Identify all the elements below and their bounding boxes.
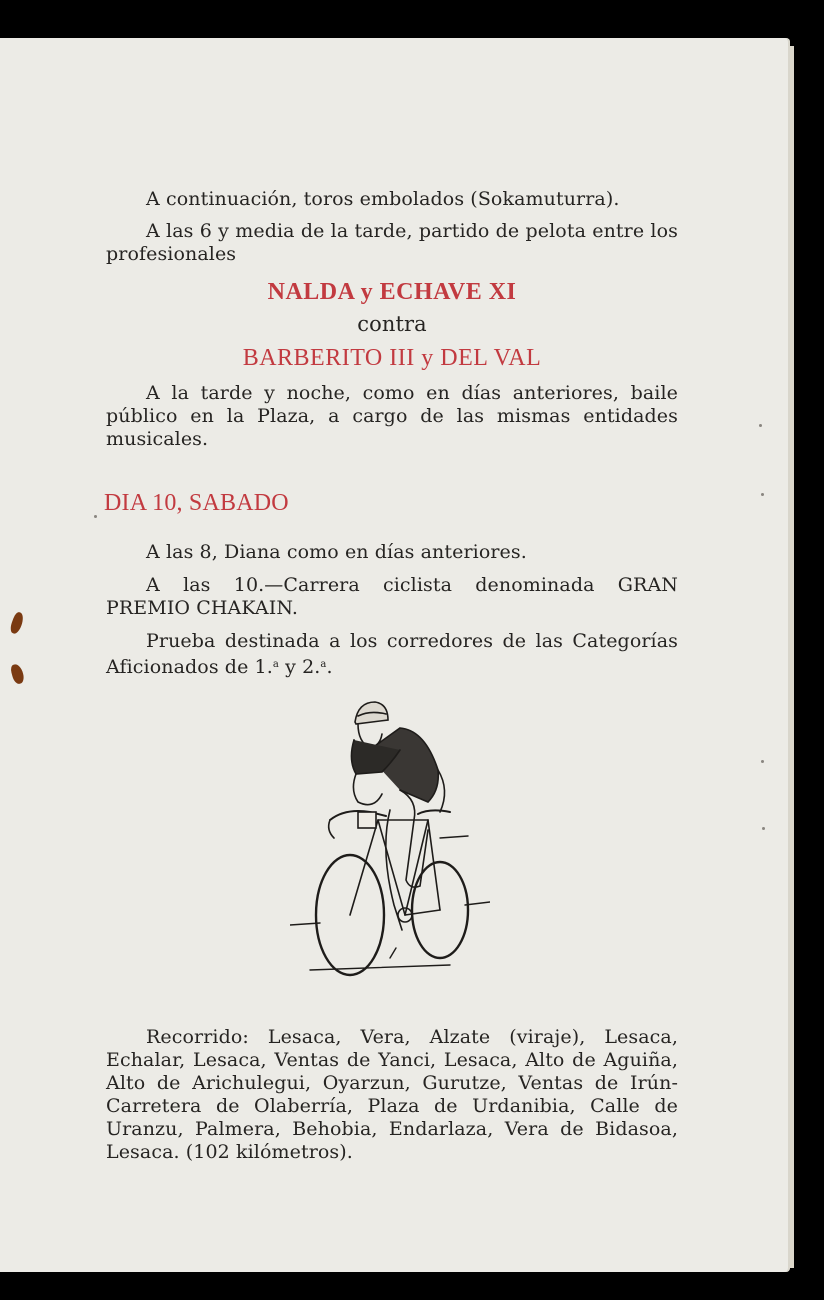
paragraph: Recorrido: Lesaca, Vera, Alzate (viraje), Lesaca, Echalar, Lesaca, Ventas de Yanci, Lesaca, Alto de Aguiña, Alto de Arichulegui, Oyarzun, Gurutze, Ventas de Irún-Carretera de Olaberría, Plaza de Urdanibia, Calle de Uranzu, Palmera, Behobia, Endarlaza, Vera de Bidasoa, Lesaca. (102 kilómetros). [106,1026,678,1163]
text-run: . [326,656,333,678]
speck [94,515,97,518]
ground-lines [290,836,490,970]
page-edge [790,46,794,1268]
versus-text: contra [357,312,427,336]
paragraph [106,630,678,679]
team-heading: BARBERITO III y DEL VAL [242,345,542,371]
text-run: y 2. [278,656,321,678]
text-run: Prueba destinada a los corredores de las Categorías Aficionados de 1. [106,630,678,678]
paragraph: A la tarde y noche, como en días anteriores, baile público en la Plaza, a cargo de las mismas entidades musicales. [106,382,678,450]
cyclist-illustration [290,690,490,980]
bicycle [316,810,468,975]
paragraph: A continuación, toros embolados (Sokamuturra). [146,188,620,210]
paragraph: A las 6 y media de la tarde, partido de pelota entre los profesionales [106,220,678,265]
team-heading: NALDA y ECHAVE XI [267,279,517,305]
speck [761,493,764,496]
paragraph: A las 10.—Carrera ciclista denominada GRAN PREMIO CHAKAIN. [106,574,678,619]
body-text [106,188,678,679]
speck [762,827,765,830]
day-heading: DIA 10, SABADO [104,490,289,516]
route-text [106,1026,678,1164]
speck [761,760,764,763]
speck [759,424,762,427]
paragraph: A las 8, Diana como en días anteriores. [146,541,527,563]
superscript: a [272,659,279,670]
superscript: a [320,659,327,670]
